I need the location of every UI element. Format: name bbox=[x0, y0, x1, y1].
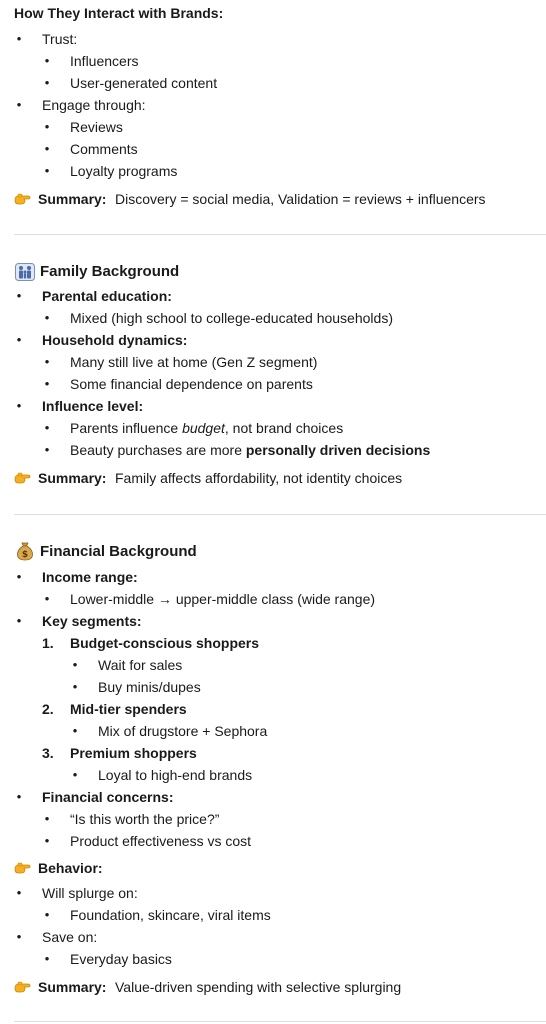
section-divider bbox=[14, 514, 546, 515]
bullet: • bbox=[44, 907, 50, 922]
bullet: • bbox=[72, 767, 78, 782]
list-item bbox=[0, 329, 546, 351]
list-item-label: Mid-tier spenders bbox=[70, 701, 187, 717]
bullet: • bbox=[44, 310, 50, 325]
list-item-text: Some financial dependence on parents bbox=[70, 376, 313, 392]
list-item bbox=[0, 808, 546, 830]
list-item-text: Buy minis/dupes bbox=[98, 679, 201, 695]
list-item bbox=[0, 676, 546, 698]
list-item bbox=[0, 72, 546, 94]
list-item-text: User-generated content bbox=[70, 75, 218, 91]
bullet: • bbox=[16, 885, 22, 900]
list-item-text: Loyalty programs bbox=[70, 163, 178, 179]
bullet: • bbox=[16, 398, 22, 413]
list-item bbox=[0, 351, 546, 373]
bullet: • bbox=[44, 119, 50, 134]
bullet: • bbox=[16, 613, 22, 628]
list-item bbox=[0, 904, 546, 926]
list-item-label: Budget-conscious shoppers bbox=[70, 635, 260, 651]
list-item-text: Wait for sales bbox=[98, 657, 183, 673]
section-interact-heading bbox=[0, 2, 546, 24]
list-item bbox=[0, 566, 546, 588]
list-item bbox=[0, 285, 546, 307]
list-item bbox=[0, 373, 546, 395]
pointing-hand-icon bbox=[14, 860, 34, 882]
section-heading: How They Interact with Brands: bbox=[14, 5, 224, 21]
summary-label: Summary: bbox=[38, 470, 107, 486]
list-item-text: Foundation, skincare, viral items bbox=[70, 907, 271, 923]
list-item bbox=[0, 94, 546, 116]
list-item bbox=[0, 160, 546, 182]
bullet: • bbox=[44, 591, 50, 606]
list-item bbox=[0, 116, 546, 138]
bullet: • bbox=[72, 679, 78, 694]
bullet: • bbox=[44, 141, 50, 156]
bullet: • bbox=[72, 657, 78, 672]
bullet: • bbox=[16, 97, 22, 112]
list-item bbox=[0, 610, 546, 632]
list-item bbox=[0, 882, 546, 904]
bullet: • bbox=[16, 288, 22, 303]
list-item-label: Key segments: bbox=[42, 613, 142, 629]
numbered-item bbox=[0, 698, 546, 720]
svg-text:$: $ bbox=[21, 550, 29, 560]
numbered-item bbox=[0, 742, 546, 764]
bullet: • bbox=[44, 833, 50, 848]
list-item-text: Loyal to high-end brands bbox=[98, 767, 253, 783]
bullet: • bbox=[16, 332, 22, 347]
text-run: , not brand choices bbox=[224, 420, 344, 436]
text-run: Beauty purchases are more bbox=[70, 442, 246, 458]
section-heading: Family Background bbox=[40, 263, 180, 280]
list-item-label: Premium shoppers bbox=[70, 745, 197, 761]
list-item-text: Mixed (high school to college-educated households) bbox=[70, 310, 393, 326]
bullet: • bbox=[44, 811, 50, 826]
money-bag-icon bbox=[16, 542, 34, 567]
list-item-label: Income range: bbox=[42, 569, 138, 585]
summary-label: Summary: bbox=[38, 191, 107, 207]
section-divider bbox=[14, 234, 546, 235]
summary-line bbox=[0, 467, 546, 489]
list-item-text: “Is this worth the price?” bbox=[70, 811, 220, 827]
summary-text: Value-driven spending with selective splurging bbox=[115, 979, 402, 995]
summary-text: Family affects affordability, not identity choices bbox=[115, 470, 403, 486]
bold-text: personally driven decisions bbox=[245, 442, 431, 458]
list-item-label: Household dynamics: bbox=[42, 332, 188, 348]
bullet: • bbox=[44, 376, 50, 391]
list-item-label: Trust: bbox=[42, 31, 78, 47]
list-item-text bbox=[70, 417, 343, 439]
list-item-text bbox=[70, 439, 430, 461]
list-item-text: Product effectiveness vs cost bbox=[70, 833, 252, 849]
bullet: • bbox=[44, 420, 50, 435]
list-item-text: Mix of drugstore + Sephora bbox=[98, 723, 268, 739]
behavior-heading bbox=[0, 857, 546, 879]
item-number: 1. bbox=[42, 635, 54, 651]
bullet: • bbox=[72, 723, 78, 738]
bullet: • bbox=[44, 951, 50, 966]
list-item bbox=[0, 138, 546, 160]
section-heading: Financial Background bbox=[40, 543, 197, 560]
list-item-label: Save on: bbox=[42, 929, 98, 945]
bullet: • bbox=[16, 31, 22, 46]
emphasis-text: budget bbox=[182, 420, 225, 436]
bullet: • bbox=[16, 929, 22, 944]
list-item bbox=[0, 786, 546, 808]
list-item-label: Will splurge on: bbox=[42, 885, 138, 901]
list-item bbox=[0, 764, 546, 786]
list-item-label: Parental education: bbox=[42, 288, 172, 304]
section-family-heading bbox=[0, 261, 546, 283]
list-item bbox=[0, 948, 546, 970]
family-icon bbox=[15, 263, 35, 287]
text-run: Parents influence bbox=[70, 420, 183, 436]
bullet: • bbox=[44, 163, 50, 178]
list-item-text: Reviews bbox=[70, 119, 123, 135]
numbered-item bbox=[0, 632, 546, 654]
list-item bbox=[0, 395, 546, 417]
list-item bbox=[0, 654, 546, 676]
list-item-text: Everyday basics bbox=[70, 951, 172, 967]
list-item-label: Influence level: bbox=[42, 398, 144, 414]
section-divider bbox=[14, 1021, 546, 1022]
bullet: • bbox=[44, 53, 50, 68]
bullet: • bbox=[44, 442, 50, 457]
section-financial-heading bbox=[0, 541, 546, 563]
list-item-text: Comments bbox=[70, 141, 138, 157]
summary-line bbox=[0, 188, 546, 210]
list-item-text: Lower-middle → upper-middle class (wide range) bbox=[70, 591, 376, 607]
item-number: 2. bbox=[42, 701, 54, 717]
list-item bbox=[0, 50, 546, 72]
bullet: • bbox=[44, 75, 50, 90]
list-item-text: Influencers bbox=[70, 53, 139, 69]
summary-label: Summary: bbox=[38, 979, 107, 995]
item-number: 3. bbox=[42, 745, 54, 761]
behavior-label: Behavior: bbox=[38, 860, 103, 876]
list-item bbox=[0, 307, 546, 329]
pointing-hand-icon bbox=[14, 470, 34, 492]
list-item bbox=[0, 588, 546, 610]
list-item bbox=[0, 417, 546, 439]
bullet: • bbox=[16, 789, 22, 804]
list-item-label: Financial concerns: bbox=[42, 789, 174, 805]
list-item bbox=[0, 439, 546, 461]
list-item bbox=[0, 830, 546, 852]
pointing-hand-icon bbox=[14, 191, 34, 213]
bullet: • bbox=[44, 354, 50, 369]
summary-text: Discovery = social media, Validation = reviews + influencers bbox=[115, 191, 486, 207]
list-item bbox=[0, 28, 546, 50]
bullet: • bbox=[16, 569, 22, 584]
pointing-hand-icon bbox=[14, 979, 34, 1001]
list-item bbox=[0, 926, 546, 948]
summary-line bbox=[0, 976, 546, 998]
list-item-label: Engage through: bbox=[42, 97, 146, 113]
list-item bbox=[0, 720, 546, 742]
list-item-text: Many still live at home (Gen Z segment) bbox=[70, 354, 318, 370]
